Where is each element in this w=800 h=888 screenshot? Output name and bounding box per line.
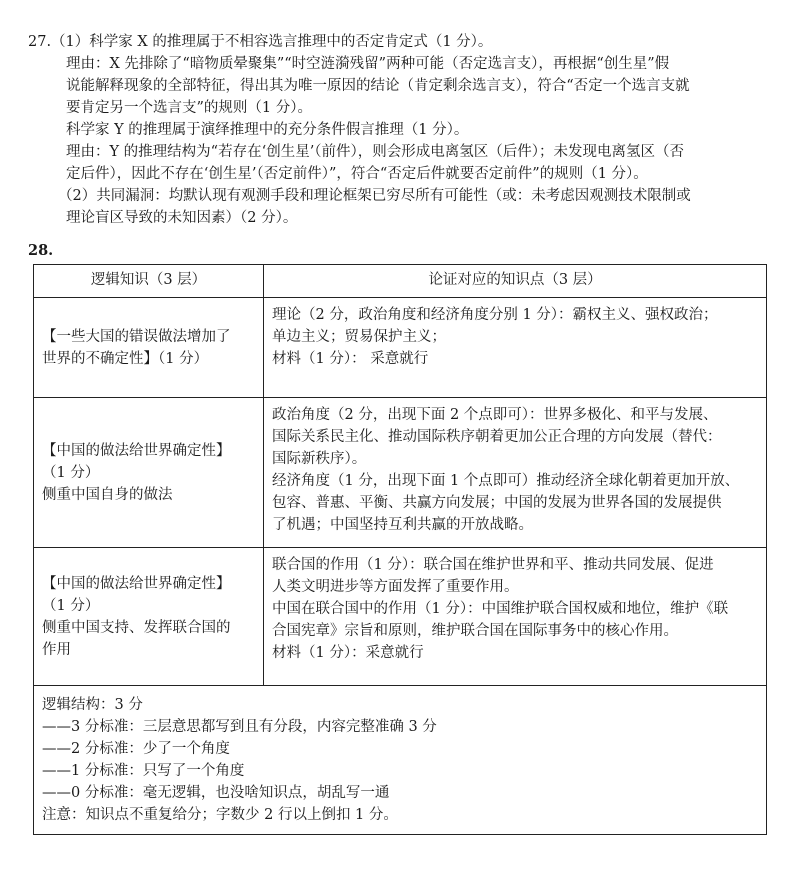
q28-answer-table xyxy=(33,264,767,835)
footer-line-3: ——2 分标准：少了一个角度 xyxy=(42,741,230,757)
q27-reason-x-line-3: 要肯定另一个选言支”的规则（1 分）。 xyxy=(66,100,312,116)
q27-part2-line-2: 理论盲区导致的未知因素）（2 分）。 xyxy=(66,210,298,226)
row2-right-line-4: 经济角度（1 分，出现下面 1 个点即可）推动经济全球化朝着更加开放、 xyxy=(272,473,740,489)
q27-scientist-y-line: 科学家 Y 的推理属于演绎推理中的充分条件假言推理（1 分）。 xyxy=(66,122,469,138)
q27-reason-y-line-1: 理由：Y 的推理结构为“若存在‘创生星’（前件），则会形成电离氢区（后件）；未发现电离氢区（否 xyxy=(66,144,685,160)
row1-right-line-1: 理论（2 分，政治角度和经济角度分别 1 分）：霸权主义、强权政治； xyxy=(272,307,718,323)
row3-knowledge-cell xyxy=(264,548,767,686)
row2-left-line-1: 【中国的做法给世界确定性】 xyxy=(42,442,231,459)
row1-left-line-2: 世界的不确定性】（1 分） xyxy=(42,350,209,367)
row2-right-line-6: 了机遇；中国坚持互利共赢的开放战略。 xyxy=(272,517,533,533)
row2-right-line-1: 政治角度（2 分，出现下面 2 个点即可）：世界多极化、和平与发展、 xyxy=(272,407,718,423)
footer-line-1: 逻辑结构：3 分 xyxy=(42,697,143,713)
row3-right-line-4: 合国宪章》宗旨和原则，维护联合国在国际事务中的核心作用。 xyxy=(272,623,678,639)
row3-right-line-1: 联合国的作用（1 分）：联合国在维护世界和平、推动共同发展、促进 xyxy=(272,557,714,573)
row1-logic-cell xyxy=(34,298,264,398)
row3-right-line-5: 材料（1 分）：采意就行 xyxy=(272,645,424,661)
question-27-answer xyxy=(28,31,768,229)
scoring-criteria-cell xyxy=(34,686,767,835)
footer-line-2: ——3 分标准：三层意思都写到且有分段，内容完整准确 3 分 xyxy=(42,719,437,735)
row3-right-line-3: 中国在联合国中的作用（1 分）：中国维护联合国权威和地位，维护《联 xyxy=(272,601,729,617)
row2-logic-cell xyxy=(34,398,264,548)
row2-right-line-3: 国际新秩序）。 xyxy=(272,451,367,467)
row1-left-line-1: 【一些大国的错误做法增加了 xyxy=(42,328,231,345)
row3-logic-cell xyxy=(34,548,264,686)
header-knowledge-points: 论证对应的知识点（3 层） xyxy=(264,265,767,298)
row3-left-line-3: 侧重中国支持、发挥联合国的 xyxy=(42,619,231,636)
footer-line-5: ——0 分标准：毫无逻辑，也没啥知识点，胡乱写一通 xyxy=(42,785,390,801)
header-logic-knowledge: 逻辑知识（3 层） xyxy=(34,265,264,298)
table-header-row xyxy=(34,265,767,298)
footer-line-4: ——1 分标准：只写了一个角度 xyxy=(42,763,245,779)
row3-left-line-2: （1 分） xyxy=(42,597,100,614)
row1-right-line-3: 材料（1 分）： 采意就行 xyxy=(272,351,429,367)
table-row xyxy=(34,298,767,398)
row2-left-line-3: 侧重中国自身的做法 xyxy=(42,486,173,503)
question-28-label: 28. xyxy=(28,242,54,259)
row2-right-line-5: 包容、普惠、平衡、共赢方向发展；中国的发展为世界各国的发展提供 xyxy=(272,495,722,511)
row3-right-line-2: 人类文明进步等方面发挥了重要作用。 xyxy=(272,579,519,595)
q27-reason-x-line-1: 理由：X 先排除了“暗物质晕聚集”“时空涟漪残留”两种可能（否定选言支），再根据“创生星”假 xyxy=(66,56,670,72)
footer-line-6: 注意：知识点不重复给分；字数少 2 行以上倒扣 1 分。 xyxy=(42,807,398,823)
row3-left-line-1: 【中国的做法给世界确定性】 xyxy=(42,575,231,592)
row2-right-line-2: 国际关系民主化、推动国际秩序朝着更加公正合理的方向发展（替代： xyxy=(272,429,722,445)
row1-right-line-2: 单边主义；贸易保护主义； xyxy=(272,329,446,345)
row3-left-line-4: 作用 xyxy=(42,641,71,658)
q27-part1-line: 27.（1）科学家 X 的推理属于不相容选言推理中的否定肯定式（1 分）。 xyxy=(28,34,493,50)
table-row xyxy=(34,548,767,686)
table-footer-row xyxy=(34,686,767,835)
q27-part2-line-1: （2）共同漏洞：均默认现有观测手段和理论框架已穷尽所有可能性（或：未考虑因观测技术限制或 xyxy=(58,188,691,204)
table-row xyxy=(34,398,767,548)
row2-left-line-2: （1 分） xyxy=(42,464,100,481)
q27-reason-y-line-2: 定后件），因此不存在‘创生星’（否定前件）”，符合“否定后件就要否定前件”的规则（1 分）。 xyxy=(66,166,648,182)
row1-knowledge-cell xyxy=(264,298,767,398)
q27-reason-x-line-2: 说能解释现象的全部特征，得出其为唯一原因的结论（肯定剩余选言支），符合“否定一个选言支就 xyxy=(66,78,690,94)
row2-knowledge-cell xyxy=(264,398,767,548)
